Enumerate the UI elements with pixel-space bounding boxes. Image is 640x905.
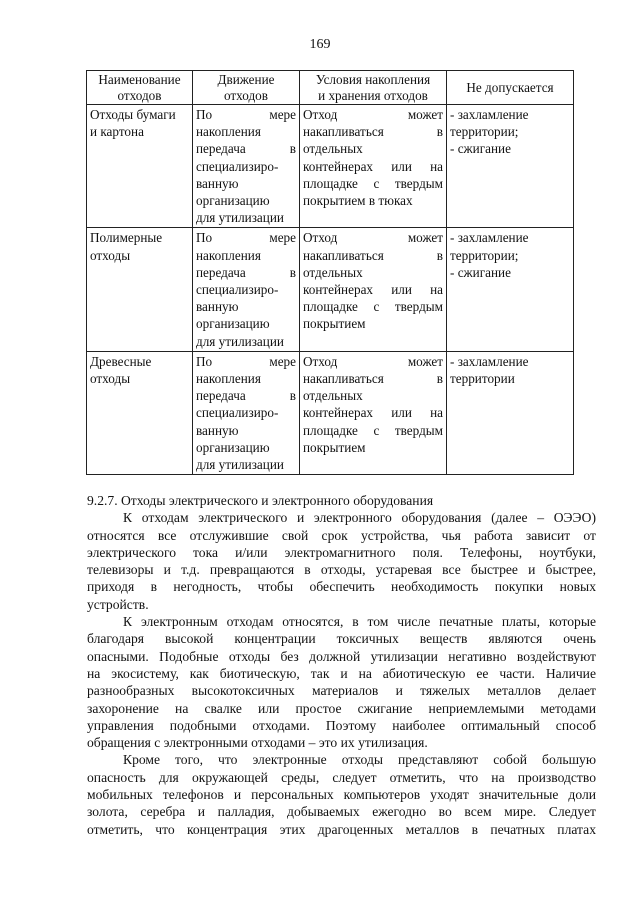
header-waste-movement: Движение отходов	[193, 71, 300, 105]
paragraph: К электронным отходам относятся, в том числе печатные платы, которые благодаря высокой концентрации токсичных веществ являются очень опасными. Подобные отходы без должной утилизации негативно воздействуют на экосистему, как биотическую, так и на абиотическую ее части. Наличие разнообразных высокотоксичных материалов и тяжелых металлов делает захоронение на свалке или простое сжигание неприемлемыми методами управления подобными отходами. Поэтому наиболее оптимальный способ обращения с электронными отходами – это их утилизация.	[87, 614, 596, 751]
storage-conditions-cell: Отход может накапливаться в отдельных контейнерах или на площадке с твердым покрытием	[300, 351, 447, 474]
waste-movement-cell: По мере накопления передача в специализиро- ванную организацию для утилизации	[193, 228, 300, 351]
table-row	[87, 351, 574, 474]
table-row	[87, 105, 574, 228]
header-not-allowed: Не допускается	[447, 71, 574, 105]
paragraph: К отходам электрического и электронного оборудования (далее – ОЭЭО) относятся все отслужившие свой срок устройства, чья работа зависит от электрического тока и/или электромагнитного поля. Телефоны, ноутбуки, телевизоры и т.д. превращаются в отходы, устаревая все быстрее и быстрее, приходя в негодность, чтобы обеспечить необходимость покупки новых устройств.	[87, 510, 596, 612]
not-allowed-cell: - захламление территории	[447, 351, 574, 474]
section-body	[87, 492, 596, 838]
waste-movement-cell: По мере накопления передача в специализиро- ванную организацию для утилизации	[193, 351, 300, 474]
page-number: 169	[309, 37, 331, 52]
table-header-row	[87, 71, 574, 105]
not-allowed-cell: - захламление территории; - сжигание	[447, 228, 574, 351]
paragraph: Кроме того, что электронные отходы представляют собой большую опасность для окружающей среды, следует отметить, что на производство мобильных телефонов и персональных компьютеров уходят значительные доли золота, серебра и палладия, добываемых ежегодно во всем мире. Следует отметить, что концентрация этих драгоценных металлов в печатных платах	[87, 752, 596, 837]
waste-name-cell: Полимерные отходы	[87, 228, 193, 351]
header-storage-conditions: Условия накопления и хранения отходов	[300, 71, 447, 105]
header-waste-name: Наименование отходов	[87, 71, 193, 105]
waste-name-cell: Древесные отходы	[87, 351, 193, 474]
storage-conditions-cell: Отход может накапливаться в отдельных контейнерах или на площадке с твердым покрытием в тюках	[300, 105, 447, 228]
section-heading: 9.2.7. Отходы электрического и электронного оборудования	[87, 493, 434, 508]
not-allowed-cell: - захламление территории; - сжигание	[447, 105, 574, 228]
storage-conditions-cell: Отход может накапливаться в отдельных контейнерах или на площадке с твердым покрытием	[300, 228, 447, 351]
table-row	[87, 228, 574, 351]
waste-name-cell: Отходы бумаги и картона	[87, 105, 193, 228]
waste-movement-cell: По мере накопления передача в специализиро- ванную организацию для утилизации	[193, 105, 300, 228]
waste-table	[86, 70, 574, 475]
